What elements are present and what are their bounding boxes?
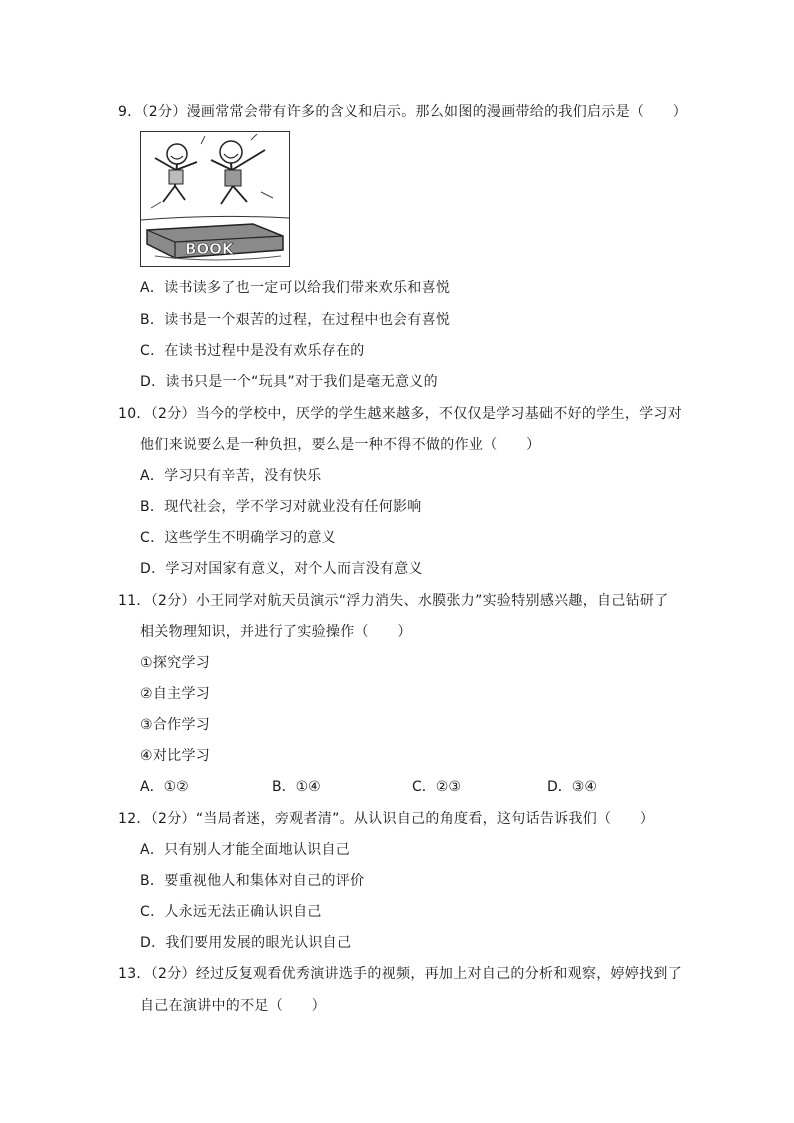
- q11-item-4: ④对比学习: [140, 748, 211, 764]
- q10-option-d: D．学习对国家有意义，对个人而言没有意义: [140, 561, 423, 577]
- q13-stem-line1: 13．（2分）经过反复观看优秀演讲选手的视频，再加上对自己的分析和观察，婷婷找到了: [118, 966, 683, 982]
- q12-stem: 12．（2分）“当局者迷，旁观者清”。从认识自己的角度看，这句话告诉我们（ ）: [118, 811, 655, 827]
- q10-option-b: B．现代社会，学不学习对就业没有任何影响: [140, 499, 422, 515]
- q12-option-a: A．只有别人才能全面地认识自己: [140, 842, 351, 858]
- q10-option-a: A．学习只有辛苦，没有快乐: [140, 468, 322, 484]
- q9-cartoon-image: [140, 131, 290, 267]
- q10-option-c: C．这些学生不明确学习的意义: [140, 530, 336, 546]
- q11-option-c: C．②③: [412, 779, 461, 795]
- q9-option-a: A．读书读多了也一定可以给我们带来欢乐和喜悦: [140, 280, 451, 296]
- q11-item-2: ②自主学习: [140, 686, 211, 702]
- q12-option-d: D．我们要用发展的眼光认识自己: [140, 935, 352, 951]
- cartoon-illustration: [141, 132, 289, 266]
- q12-option-c: C．人永远无法正确认识自己: [140, 904, 322, 920]
- q11-option-d: D．③④: [547, 779, 597, 795]
- q9-option-b: B．读书是一个艰苦的过程，在过程中也会有喜悦: [140, 312, 451, 328]
- q9-stem: 9．（2分）漫画常常会带有许多的含义和启示。那么如图的漫画带给的我们启示是（ ）: [118, 104, 688, 120]
- q13-stem-line2: 自己在演讲中的不足（ ）: [140, 998, 326, 1014]
- q12-option-b: B．要重视他人和集体对自己的评价: [140, 873, 365, 889]
- q10-stem-line1: 10．（2分）当今的学校中，厌学的学生越来越多，不仅仅是学习基础不好的学生，学习对: [118, 406, 683, 422]
- q9-option-c: C．在读书过程中是没有欢乐存在的: [140, 343, 365, 359]
- q11-item-3: ③合作学习: [140, 717, 211, 733]
- q11-stem-line2: 相关物理知识，并进行了实验操作（ ）: [140, 624, 412, 640]
- q11-item-1: ①探究学习: [140, 655, 211, 671]
- q10-stem-line2: 他们来说要么是一种负担，要么是一种不得不做的作业（ ）: [140, 437, 541, 453]
- q11-options-row: [140, 777, 660, 797]
- q11-stem-line1: 11．（2分）小王同学对航天员演示“浮力消失、水膜张力”实验特别感兴趣，自己钻研了: [118, 593, 669, 609]
- q11-option-b: B．①④: [272, 779, 321, 795]
- q11-option-a: A．①②: [140, 779, 189, 795]
- q9-option-d: D．读书只是一个“玩具”对于我们是毫无意义的: [140, 374, 438, 390]
- cartoon-book-label: BOOK: [185, 240, 234, 258]
